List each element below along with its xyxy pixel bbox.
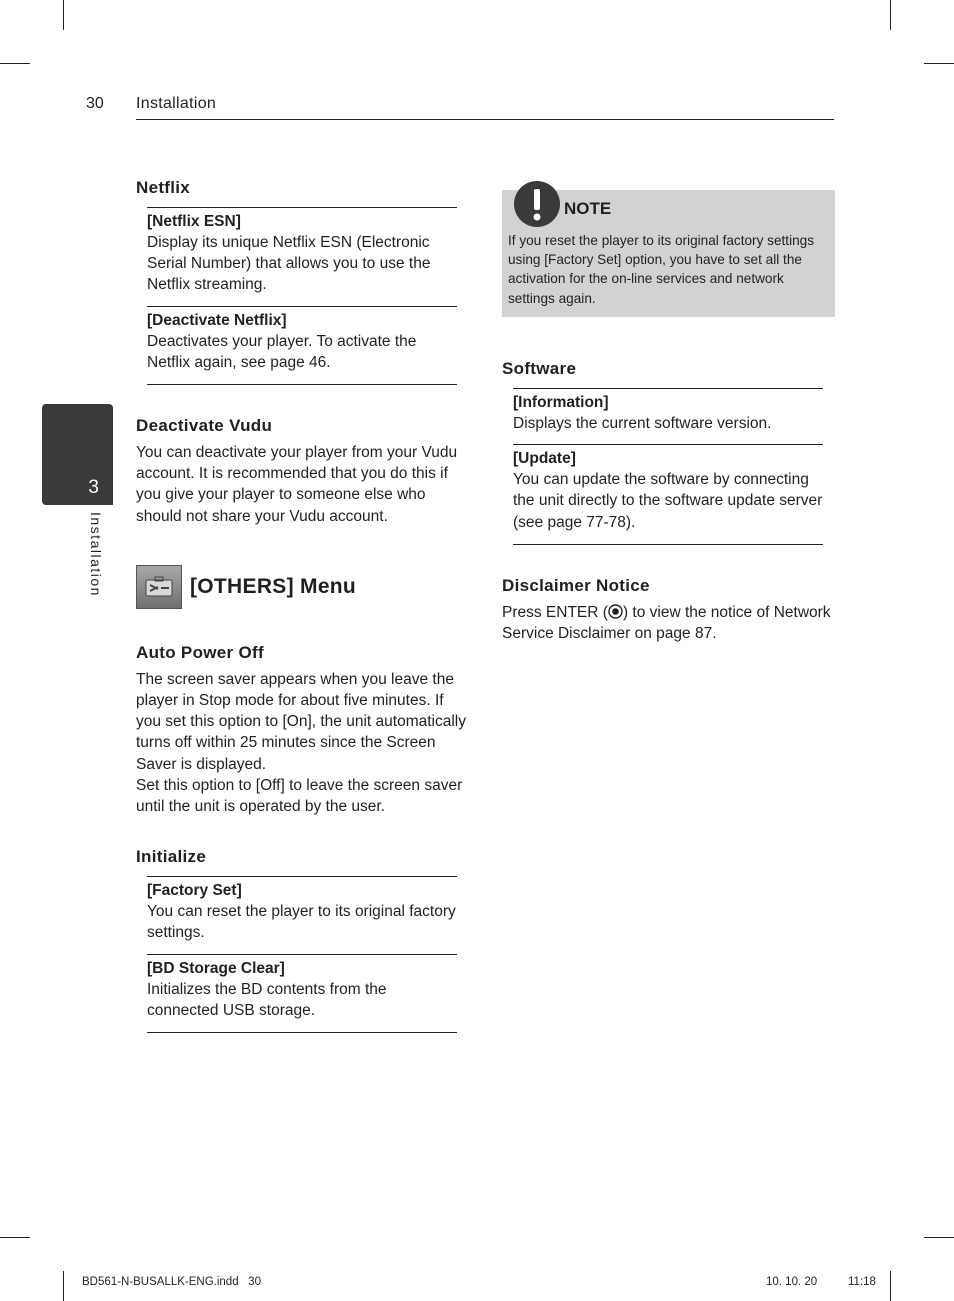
exclamation-icon	[513, 180, 561, 228]
disclaimer-section	[502, 576, 835, 644]
option-desc: You can update the software by connecting the unit directly to the software update server (see page 77-78).	[513, 471, 823, 531]
software-section	[502, 359, 835, 545]
option-desc: You can reset the player to its original factory settings.	[147, 903, 456, 942]
footer-filename: BD561-N-BUSALLK-ENG.indd 30	[82, 1276, 261, 1288]
auto-power-off-section	[136, 643, 468, 817]
option-label: [Factory Set]	[147, 882, 242, 900]
disclaimer-text	[502, 602, 835, 644]
chapter-number: 3	[88, 477, 99, 498]
netflix-section	[136, 178, 468, 385]
vudu-heading: Deactivate Vudu	[136, 416, 273, 436]
crop-mark	[924, 63, 954, 64]
netflix-options	[147, 207, 457, 385]
others-menu-title	[136, 565, 468, 609]
auto-power-off-text: The screen saver appears when you leave the player in Stop mode for about five minutes. If you set this option to [On], the unit automatically turns off within 25 minutes since the Screen Saver is displayed.	[136, 670, 466, 773]
software-options	[513, 388, 823, 545]
left-column	[136, 178, 468, 1033]
crop-mark	[63, 0, 64, 30]
header-rule	[136, 119, 834, 120]
chapter-tab	[42, 404, 113, 505]
section-title: Installation	[136, 95, 217, 112]
option-label: [Deactivate Netflix]	[147, 311, 287, 329]
crop-mark	[63, 1271, 64, 1301]
crop-mark	[890, 0, 891, 30]
menu-title: [OTHERS] Menu	[190, 574, 357, 598]
chapter-label: Installation	[88, 512, 104, 597]
vudu-section	[136, 416, 468, 527]
option-item	[147, 306, 457, 385]
crop-mark	[0, 63, 30, 64]
option-desc: Display its unique Netflix ESN (Electronic Serial Number) that allows you to use the Netflix streaming.	[147, 234, 431, 294]
page-number: 30	[86, 95, 104, 112]
crop-mark	[890, 1271, 891, 1301]
option-label: [Netflix ESN]	[147, 213, 241, 230]
initialize-heading: Initialize	[136, 847, 207, 867]
initialize-options	[147, 876, 457, 1033]
disclaimer-text-start: Press ENTER (	[502, 603, 608, 621]
vudu-text: You can deactivate your player from your Vudu account. It is recommended that you do this if you give your player to someone else who should not share your Vudu account.	[136, 444, 458, 525]
initialize-section	[136, 847, 468, 1033]
right-column	[502, 190, 835, 644]
auto-power-off-text: Set this option to [Off] to leave the screen saver until the unit is operated by the user.	[136, 776, 463, 816]
option-item	[147, 954, 457, 1033]
footer-time: 11:18	[848, 1276, 876, 1288]
disclaimer-heading: Disclaimer Notice	[502, 575, 650, 595]
option-label: [BD Storage Clear]	[147, 959, 285, 977]
crop-mark	[924, 1237, 954, 1238]
option-item	[147, 876, 457, 953]
software-heading: Software	[502, 359, 577, 378]
option-desc: Deactivates your player. To activate the Netflix again, see page 46.	[147, 332, 417, 371]
option-item	[513, 444, 823, 545]
disclaimer-text-end: ) to view the notice of Network Service Disclaimer on page 87.	[502, 603, 831, 643]
netflix-heading: Netflix	[136, 178, 191, 197]
option-label: [Update]	[513, 450, 576, 468]
note-title: NOTE	[564, 199, 612, 218]
option-desc: Initializes the BD contents from the connected USB storage.	[147, 980, 387, 1019]
option-label: [Information]	[513, 394, 609, 411]
option-item	[513, 388, 823, 444]
crop-mark	[0, 1237, 30, 1238]
footer-date: 10. 10. 20	[766, 1276, 818, 1288]
option-desc: Displays the current software version.	[513, 415, 772, 432]
option-item	[147, 207, 457, 306]
note-text: If you reset the player to its original factory settings using [Factory Set] option, you have to set all the activation for the on-line services and network settings again.	[508, 233, 815, 306]
note-box	[502, 190, 835, 317]
auto-power-off-heading: Auto Power Off	[136, 642, 264, 662]
tools-icon	[136, 565, 182, 609]
enter-button-icon	[608, 604, 623, 619]
